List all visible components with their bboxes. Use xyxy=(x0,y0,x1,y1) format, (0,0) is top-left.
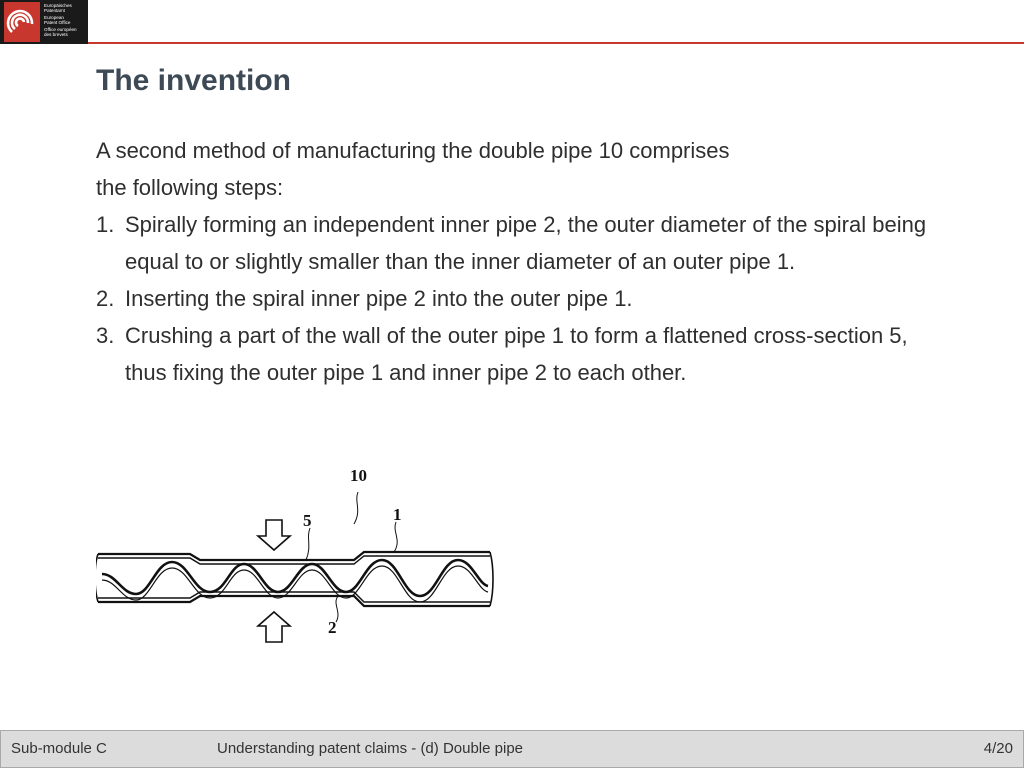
up-arrow-icon xyxy=(258,612,290,642)
step-text: Inserting the spiral inner pipe 2 into the outer pipe 1. xyxy=(125,286,633,311)
step-text: Spirally forming an independent inner pipe 2, the outer diameter of the spiral being equal to or slightly smaller than the inner diameter of an outer pipe 1. xyxy=(125,212,927,274)
footer-bar xyxy=(0,730,1024,768)
label-inner-pipe: 2 xyxy=(328,618,337,637)
logo-line: Patentamt xyxy=(44,8,65,14)
label-outer-pipe: 1 xyxy=(393,505,402,524)
epo-logo-text xyxy=(44,3,88,38)
logo-line: European xyxy=(44,15,64,21)
down-arrow-icon xyxy=(258,520,290,550)
step-number: 3. xyxy=(96,323,115,348)
intro-line: the following steps: xyxy=(96,175,284,200)
epo-spiral-icon xyxy=(4,2,40,42)
step-item xyxy=(96,206,946,280)
label-flattened-section: 5 xyxy=(303,511,312,530)
steps-list xyxy=(96,206,946,391)
slide-title: The invention xyxy=(96,64,291,97)
footer-topic: Understanding patent claims - (d) Double pipe xyxy=(217,740,523,757)
header-rule xyxy=(88,42,1024,44)
intro-line: A second method of manufacturing the double pipe 10 comprises xyxy=(96,138,730,163)
step-item xyxy=(96,317,946,391)
step-number: 1. xyxy=(96,212,115,237)
epo-logo xyxy=(0,0,88,44)
footer-page-number: 4/20 xyxy=(983,740,1013,757)
logo-line: Europäisches xyxy=(44,3,72,8)
step-number: 2. xyxy=(96,286,115,311)
logo-line: des brevets xyxy=(44,32,68,38)
step-item xyxy=(96,280,946,317)
double-pipe-drawing xyxy=(96,462,498,644)
label-double-pipe: 10 xyxy=(350,466,367,485)
inner-spiral-pipe xyxy=(102,560,488,596)
logo-line: Office européen xyxy=(44,27,77,33)
footer-module: Sub-module C xyxy=(11,740,107,757)
slide-body xyxy=(96,132,946,391)
logo-line: Patent Office xyxy=(44,20,71,26)
double-pipe-svg xyxy=(96,462,498,644)
step-text: Crushing a part of the wall of the outer pipe 1 to form a flattened cross-section 5, thus fixing the outer pipe 1 and inner pipe 2 to each other. xyxy=(125,323,908,385)
